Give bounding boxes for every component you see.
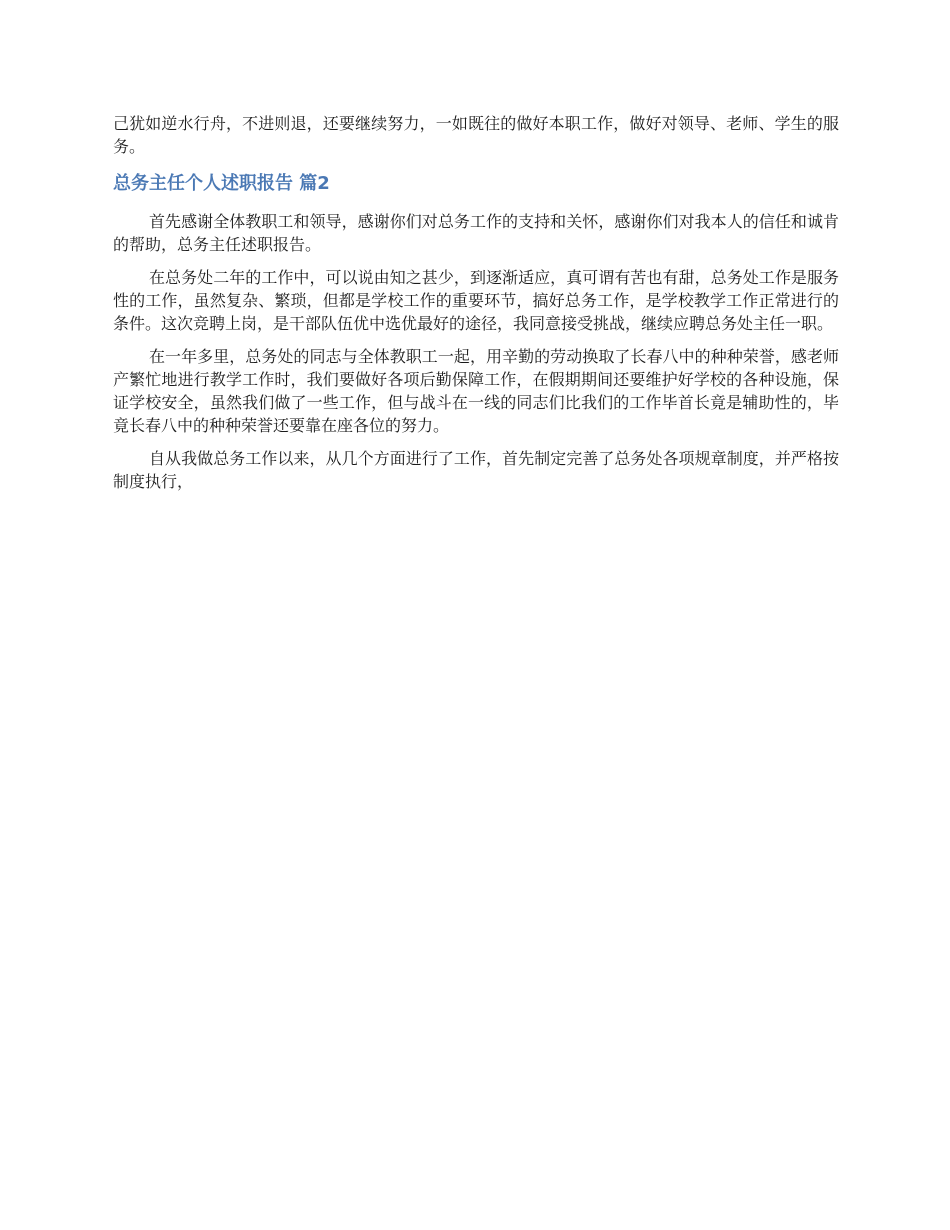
paragraph-4: 自从我做总务工作以来，从几个方面进行了工作，首先制定完善了总务处各项规章制度，并严格按制度执行， (113, 449, 839, 491)
paragraph-3: 在一年多里，总务处的同志与全体教职工一起，用辛勤的劳动换取了长春八中的种种荣誉，感老师产繁忙地进行教学工作时，我们要做好各项后勤保障工作，在假期期间还要维护好学校的各种设施，保证学校安全，虽然我们做了一些工作，但与战斗在一线的同志们比我们的工作毕首长竟是辅助性的，毕竟长春八中的种种荣誉还要靠在座各位的努力。 (113, 347, 839, 435)
paragraph-continued: 己犹如逆水行舟，不进则退，还要继续努力，一如既往的做好本职工作，做好对领导、老师、学生的服务。 (113, 114, 839, 156)
section-heading: 总务主任个人述职报告 篇2 (113, 173, 330, 194)
paragraph-2: 在总务处二年的工作中，可以说由知之甚少，到逐渐适应，真可谓有苦也有甜，总务处工作是服务性的工作，虽然复杂、繁琐，但都是学校工作的重要环节，搞好总务工作，是学校教学工作正常进行的条件。这次竞聘上岗，是干部队伍优中选优最好的途径，我同意接受挑战，继续应聘总务处主任一职。 (113, 268, 839, 333)
document-body (113, 112, 839, 503)
paragraph-1: 首先感谢全体教职工和领导，感谢你们对总务工作的支持和关怀，感谢你们对我本人的信任和诚肯的帮助，总务主任述职报告。 (113, 212, 839, 254)
